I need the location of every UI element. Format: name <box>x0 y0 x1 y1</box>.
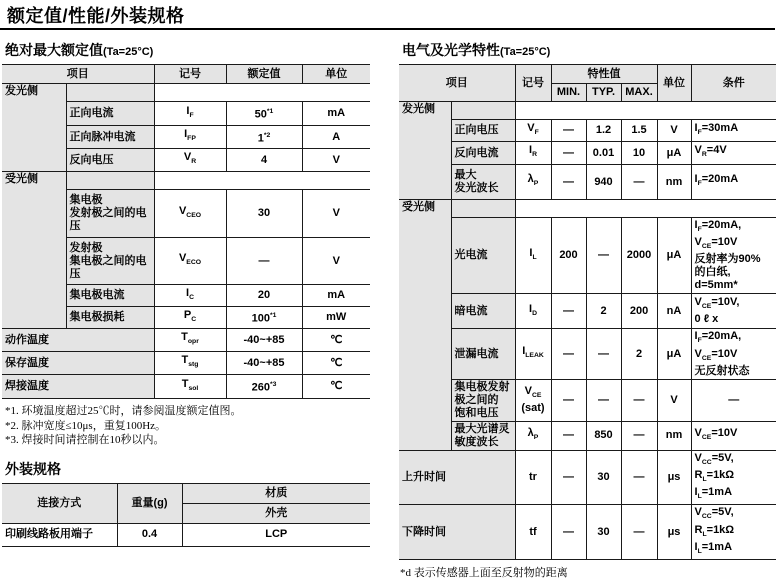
group-label-emitter: 发光侧 <box>2 84 66 172</box>
row-item: 光电流 <box>451 218 515 294</box>
row-unit: V <box>657 120 691 142</box>
table-row <box>399 450 776 505</box>
page-title: 额定值/性能/外装规格 <box>7 6 185 26</box>
row-rating: 30 <box>226 190 302 238</box>
row-item: 反向电流 <box>451 142 515 165</box>
table-row <box>399 329 776 379</box>
row-item: 暗电流 <box>451 294 515 329</box>
row-unit: mW <box>302 307 370 329</box>
eo-footnote: *d 表示传感器上面至反射物的距离 <box>400 566 568 579</box>
row-condition: $V_{CE}=10V$ <box>691 421 776 450</box>
row-item: 保存温度 <box>2 352 154 375</box>
table-row <box>399 120 776 142</box>
row-min: — <box>551 421 586 450</box>
table-row <box>2 352 370 375</box>
left-column <box>2 40 370 547</box>
group-label-detector: 受光侧 <box>399 200 451 451</box>
row-item: 焊接温度 <box>2 375 154 399</box>
table-row <box>399 505 776 560</box>
row-unit: μs <box>657 505 691 560</box>
eo-header-item: 项目 <box>399 65 515 102</box>
row-rating: 1$^{*2}$ <box>226 126 302 149</box>
row-min: — <box>551 165 586 200</box>
row-item: 集电极损耗 <box>66 307 154 329</box>
row-typ: 850 <box>586 421 621 450</box>
group-empty-cell <box>515 102 776 120</box>
row-rating: 50$^{*1}$ <box>226 102 302 126</box>
eo-title-text: 电气及光学特性 <box>402 42 500 58</box>
row-case-material: LCP <box>182 523 370 546</box>
row-condition: $I_F=20mA$, $V_{CE}=10V$ 无反射状态 <box>691 329 776 379</box>
eo-header-typ: TYP. <box>586 84 621 102</box>
row-typ: 30 <box>586 450 621 505</box>
package-table <box>2 483 370 547</box>
table-row <box>399 379 776 421</box>
row-max: — <box>621 505 657 560</box>
row-symbol: $V_{CEO}$ <box>154 190 226 238</box>
group-label-detector: 受光侧 <box>2 172 66 329</box>
row-unit: μA <box>657 142 691 165</box>
package-header-connection: 连接方式 <box>2 483 117 523</box>
table-row <box>2 329 370 352</box>
group-fill-cell <box>451 102 515 120</box>
footnote: *1. 环境温度超过25℃时，请参阅温度额定值图。 <box>5 405 242 417</box>
row-symbol: tf <box>515 505 551 560</box>
row-unit: ℃ <box>302 375 370 399</box>
row-item: 发射极 集电极之间的电 压 <box>66 238 154 285</box>
row-min: — <box>551 120 586 142</box>
eo-header-condition: 条件 <box>691 65 776 102</box>
package-title: 外装规格 <box>5 460 61 477</box>
row-symbol: $T_{stg}$ <box>154 352 226 375</box>
abs-max-title-text: 绝对最大额定值 <box>5 42 103 58</box>
package-header-row <box>2 483 370 503</box>
row-condition: $I_F=30mA$ <box>691 120 776 142</box>
row-item: 集电极发射 极之间的 饱和电压 <box>451 379 515 421</box>
group-empty-cell <box>515 200 776 218</box>
row-rating: -40~+85 <box>226 352 302 375</box>
row-item: 正向电流 <box>66 102 154 126</box>
table-row <box>399 421 776 450</box>
row-typ: — <box>586 329 621 379</box>
row-weight: 0.4 <box>117 523 182 546</box>
row-typ: 1.2 <box>586 120 621 142</box>
row-rating: 4 <box>226 149 302 172</box>
row-condition: $V_R=4V$ <box>691 142 776 165</box>
row-min: — <box>551 505 586 560</box>
row-symbol: $V_F$ <box>515 120 551 142</box>
row-unit: ℃ <box>302 329 370 352</box>
package-header-case: 外壳 <box>182 503 370 523</box>
eo-header-min: MIN. <box>551 84 586 102</box>
row-unit: mA <box>302 102 370 126</box>
row-condition: $V_{CE}=10V$, 0 ℓ x <box>691 294 776 329</box>
row-symbol: $V_{ECO}$ <box>154 238 226 285</box>
row-item: 泄漏电流 <box>451 329 515 379</box>
group-row-emitter <box>2 84 370 102</box>
row-unit: mA <box>302 285 370 307</box>
row-symbol: $I_{LEAK}$ <box>515 329 551 379</box>
table-row <box>399 165 776 200</box>
group-row-detector <box>2 172 370 190</box>
row-min: — <box>551 329 586 379</box>
row-rating: 100$^{*1}$ <box>226 307 302 329</box>
group-row-detector <box>399 200 776 218</box>
row-max: — <box>621 450 657 505</box>
row-symbol: $V_R$ <box>154 149 226 172</box>
row-symbol: $V_{CE}$ (sat) <box>515 379 551 421</box>
eo-header-unit: 单位 <box>657 65 691 102</box>
row-unit: μA <box>657 218 691 294</box>
group-label-emitter: 发光侧 <box>399 102 451 200</box>
row-item: 动作温度 <box>2 329 154 352</box>
row-typ: — <box>586 379 621 421</box>
row-rating: 260$^{*3}$ <box>226 375 302 399</box>
row-unit: nA <box>657 294 691 329</box>
abs-max-table <box>2 64 370 399</box>
row-symbol: $\lambda_P$ <box>515 421 551 450</box>
abs-max-title <box>5 40 370 60</box>
eo-header-max: MAX. <box>621 84 657 102</box>
group-row-emitter <box>399 102 776 120</box>
row-symbol: $\lambda_P$ <box>515 165 551 200</box>
group-empty-cell <box>154 84 370 102</box>
row-symbol: tr <box>515 450 551 505</box>
row-min: — <box>551 142 586 165</box>
row-max: — <box>621 421 657 450</box>
row-condition: $I_F=20mA$ <box>691 165 776 200</box>
group-empty-cell <box>154 172 370 190</box>
row-unit: V <box>302 190 370 238</box>
row-typ: 0.01 <box>586 142 621 165</box>
title-divider <box>0 28 775 30</box>
footnote: *3. 焊接时间请控制在10秒以内。 <box>5 434 165 446</box>
row-condition: $I_F=20mA$, $V_{CE}=10V$ 反射率为90% 的白纸, d=5mm* <box>691 218 776 294</box>
row-item: 集电极电流 <box>66 285 154 307</box>
row-max: — <box>621 379 657 421</box>
row-unit: V <box>302 149 370 172</box>
abs-max-title-suffix: (Ta=25°C) <box>103 46 154 58</box>
row-min: 200 <box>551 218 586 294</box>
row-unit: μs <box>657 450 691 505</box>
group-fill-cell <box>66 172 154 190</box>
eo-title <box>402 40 776 60</box>
abs-max-footnotes <box>5 404 370 448</box>
row-item: 正向脉冲电流 <box>66 126 154 149</box>
row-symbol: $P_C$ <box>154 307 226 329</box>
row-min: — <box>551 379 586 421</box>
eo-title-suffix: (Ta=25°C) <box>500 46 551 58</box>
row-min: — <box>551 450 586 505</box>
table-row <box>2 523 370 546</box>
row-symbol: $T_{opr}$ <box>154 329 226 352</box>
row-max: 2000 <box>621 218 657 294</box>
row-item: 集电极 发射极之间的电 压 <box>66 190 154 238</box>
row-item: 最大光谱灵 敏度波长 <box>451 421 515 450</box>
eo-header-row-1 <box>399 65 776 84</box>
row-unit: A <box>302 126 370 149</box>
row-unit: V <box>302 238 370 285</box>
package-header-weight: 重量(g) <box>117 483 182 523</box>
eo-header-char-value: 特性值 <box>551 65 657 84</box>
row-max: 200 <box>621 294 657 329</box>
row-max: — <box>621 165 657 200</box>
row-item: 上升时间 <box>399 450 515 505</box>
row-typ: 30 <box>586 505 621 560</box>
row-max: 2 <box>621 329 657 379</box>
table-row <box>399 142 776 165</box>
abs-max-header-item: 项目 <box>2 65 154 84</box>
eo-header-symbol: 记号 <box>515 65 551 102</box>
right-column <box>399 40 776 580</box>
row-typ: — <box>586 218 621 294</box>
row-symbol: $I_L$ <box>515 218 551 294</box>
row-symbol: $I_{FP}$ <box>154 126 226 149</box>
row-rating: — <box>226 238 302 285</box>
row-item: 下降时间 <box>399 505 515 560</box>
row-symbol: $I_R$ <box>515 142 551 165</box>
row-symbol: $I_D$ <box>515 294 551 329</box>
row-rating: 20 <box>226 285 302 307</box>
table-row <box>2 375 370 399</box>
row-typ: 940 <box>586 165 621 200</box>
row-condition: — <box>691 379 776 421</box>
package-header-material: 材质 <box>182 483 370 503</box>
group-fill-cell <box>66 84 154 102</box>
row-unit: nm <box>657 421 691 450</box>
row-item: 最大 发光波长 <box>451 165 515 200</box>
row-symbol: $I_C$ <box>154 285 226 307</box>
group-fill-cell <box>451 200 515 218</box>
row-unit: ℃ <box>302 352 370 375</box>
row-rating: -40~+85 <box>226 329 302 352</box>
table-row <box>399 294 776 329</box>
row-item: 正向电压 <box>451 120 515 142</box>
row-unit: V <box>657 379 691 421</box>
abs-max-header-unit: 单位 <box>302 65 370 84</box>
row-connection: 印刷线路板用端子 <box>2 523 117 546</box>
row-typ: 2 <box>586 294 621 329</box>
row-condition: $V_{CC}=5V$, $R_L=1k\Omega$ $I_L=1mA$ <box>691 505 776 560</box>
row-max: 1.5 <box>621 120 657 142</box>
row-condition: $V_{CC}=5V$, $R_L=1k\Omega$ $I_L=1mA$ <box>691 450 776 505</box>
footnote: *2. 脉冲宽度≤10μs，重复100Hz。 <box>5 419 167 432</box>
row-item: 反向电压 <box>66 149 154 172</box>
row-unit: nm <box>657 165 691 200</box>
electro-optical-table <box>399 64 776 560</box>
abs-max-header-rating: 额定值 <box>226 65 302 84</box>
abs-max-header-symbol: 记号 <box>154 65 226 84</box>
table-row <box>399 218 776 294</box>
row-min: — <box>551 294 586 329</box>
row-symbol: $I_F$ <box>154 102 226 126</box>
abs-max-header-row <box>2 65 370 84</box>
row-symbol: $T_{sol}$ <box>154 375 226 399</box>
row-unit: μA <box>657 329 691 379</box>
row-max: 10 <box>621 142 657 165</box>
